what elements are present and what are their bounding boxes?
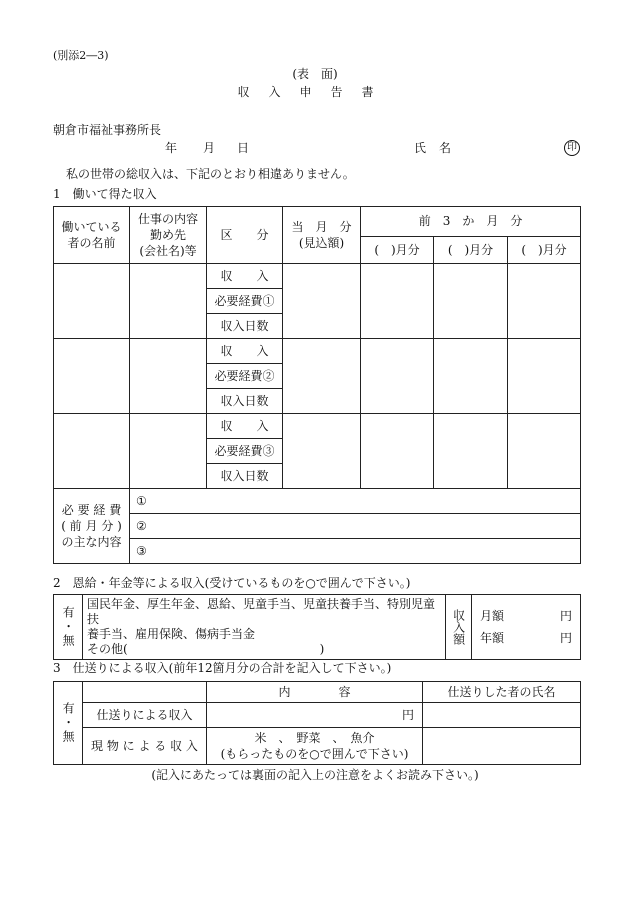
income-label: 収 入 — [207, 414, 283, 439]
income-label: 収 入 — [207, 264, 283, 289]
month-label-2: ( )月分 — [434, 236, 508, 263]
declaration-text: 私の世帯の総収入は、下記のとおり相違ありません。 — [66, 167, 355, 181]
job-header: 仕事の内容 勤め先 (会社名)等 — [130, 207, 207, 264]
month-3-cell[interactable] — [508, 264, 581, 339]
current-month-cell[interactable] — [283, 339, 361, 414]
worker-name-cell[interactable] — [54, 339, 130, 414]
in-kind-label: 現 物 に よ る 収 入 — [83, 728, 207, 765]
income-amount-label: 収入額 — [446, 595, 472, 660]
month-1-cell[interactable] — [361, 414, 434, 489]
remittance-label: 仕送りによる収入 — [83, 703, 207, 728]
month-1-cell[interactable] — [361, 264, 434, 339]
remittance-income-table — [53, 681, 581, 765]
section2-heading: 2 恩給・年金等による収入(受けているものを○で囲んで下さい。) — [53, 576, 411, 590]
month-3-cell[interactable] — [508, 339, 581, 414]
expense-label: 必要経費② — [207, 364, 283, 389]
expense-label: 必要経費③ — [207, 439, 283, 464]
addressee: 朝倉市福祉事務所長 — [53, 123, 162, 137]
date-day-label: 日 — [237, 141, 250, 155]
current-month-header: 当 月 分 (見込額) — [283, 207, 361, 264]
content-header: 内 容 — [207, 682, 423, 703]
section3-heading: 3 仕送りによる収入(前年12箇月分の合計を記入して下さい。) — [53, 661, 392, 675]
expense-detail-3[interactable]: ③ — [130, 539, 581, 564]
sender-header: 仕送りした者の氏名 — [423, 682, 581, 703]
income-label: 収 入 — [207, 339, 283, 364]
remittance-sender-2[interactable] — [423, 728, 581, 765]
month-2-cell[interactable] — [434, 339, 508, 414]
section1-heading: 1 働いて得た収入 — [53, 187, 157, 201]
worker-name-cell[interactable] — [54, 414, 130, 489]
remittance-amount[interactable]: 円 — [207, 703, 423, 728]
current-month-cell[interactable] — [283, 414, 361, 489]
footer-note: (記入にあたっては裏面の記入上の注意をよくお読み下さい。) — [151, 768, 479, 782]
pension-yumu[interactable]: 有・無 — [54, 595, 83, 660]
pension-amounts[interactable]: 月額 円 年額 円 — [472, 595, 581, 660]
name-label-mei: 名 — [439, 141, 452, 155]
seal-mark: 印 — [564, 140, 580, 156]
month-3-cell[interactable] — [508, 414, 581, 489]
job-cell[interactable] — [130, 339, 207, 414]
earned-income-table — [53, 206, 581, 564]
remittance-yumu[interactable]: 有・無 — [54, 682, 83, 765]
pension-income-table — [53, 594, 581, 660]
blank-header — [83, 682, 207, 703]
pension-items[interactable]: 国民年金、厚生年金、恩給、児童手当、児童扶養手当、特別児童扶 養手当、雇用保険、傷病手当金 その他( ) — [83, 595, 446, 660]
month-label-1: ( )月分 — [361, 236, 434, 263]
kubun-header: 区 分 — [207, 207, 283, 264]
month-label-3: ( )月分 — [508, 236, 581, 263]
name-label-shi: 氏 — [414, 141, 427, 155]
month-2-cell[interactable] — [434, 414, 508, 489]
document-title: 収入申告書 — [237, 85, 393, 99]
current-month-cell[interactable] — [283, 264, 361, 339]
expense-label: 必要経費① — [207, 289, 283, 314]
worker-name-header: 働いている者の名前 — [54, 207, 130, 264]
date-year-label: 年 — [165, 141, 178, 155]
job-cell[interactable] — [130, 414, 207, 489]
days-label: 収入日数 — [207, 314, 283, 339]
prev-3-months-header: 前 3 か 月 分 — [361, 207, 581, 237]
expense-detail-header: 必 要 経 費 ( 前 月 分 ) の主な内容 — [54, 489, 130, 564]
in-kind-items[interactable]: 米 、 野菜 、 魚介 (もらったものを○で囲んで下さい) — [207, 728, 423, 765]
expense-detail-2[interactable]: ② — [130, 514, 581, 539]
remittance-sender-1[interactable] — [423, 703, 581, 728]
days-label: 収入日数 — [207, 389, 283, 414]
side-label: (表 面) — [292, 67, 338, 81]
days-label: 収入日数 — [207, 464, 283, 489]
worker-name-cell[interactable] — [54, 264, 130, 339]
expense-detail-1[interactable]: ① — [130, 489, 581, 514]
job-cell[interactable] — [130, 264, 207, 339]
form-number: (別添2―3) — [53, 49, 109, 62]
date-month-label: 月 — [203, 141, 216, 155]
month-2-cell[interactable] — [434, 264, 508, 339]
month-1-cell[interactable] — [361, 339, 434, 414]
